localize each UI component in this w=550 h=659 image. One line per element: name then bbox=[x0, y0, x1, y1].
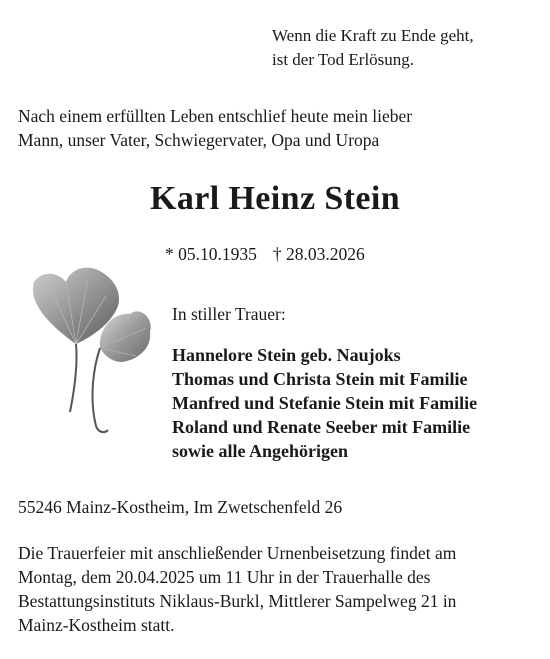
address: 55246 Mainz-Kostheim, Im Zwetschenfeld 26 bbox=[18, 497, 343, 517]
mourning-label: In stiller Trauer: bbox=[172, 304, 286, 324]
intro-line: Mann, unser Vater, Schwiegervater, Opa und Uropa bbox=[18, 130, 380, 150]
birth-date: * 05.10.1935 bbox=[165, 244, 257, 264]
verse-line: ist der Tod Erlösung. bbox=[272, 50, 415, 69]
service-info bbox=[18, 541, 456, 637]
mourner: Manfred und Stefanie Stein mit Familie bbox=[172, 393, 478, 413]
mourners-list bbox=[172, 343, 477, 463]
intro-line: Nach einem erfüllten Leben entschlief heute mein lieber bbox=[18, 106, 413, 126]
verse-line: Wenn die Kraft zu Ende geht, bbox=[272, 26, 474, 45]
service-line: Bestattungsinstituts Niklaus-Burkl, Mittlerer Sampelweg 21 in bbox=[18, 591, 457, 611]
service-line: Mainz-Kostheim statt. bbox=[18, 615, 175, 635]
death-date: † 28.03.2026 bbox=[272, 244, 365, 264]
life-dates bbox=[165, 244, 365, 265]
ginkgo-leaves-icon bbox=[18, 262, 158, 440]
service-line: Die Trauerfeier mit anschließender Urnenbeisetzung findet am bbox=[18, 543, 457, 563]
verse bbox=[272, 24, 474, 72]
mourner: Roland und Renate Seeber mit Familie bbox=[172, 417, 471, 437]
mourner: Hannelore Stein geb. Naujoks bbox=[172, 345, 401, 365]
mourner: Thomas und Christa Stein mit Familie bbox=[172, 369, 468, 389]
intro-text bbox=[18, 104, 412, 152]
service-line: Montag, dem 20.04.2025 um 11 Uhr in der Trauerhalle des bbox=[18, 567, 431, 587]
deceased-name: Karl Heinz Stein bbox=[149, 180, 401, 217]
mourner: sowie alle Angehörigen bbox=[172, 441, 348, 461]
